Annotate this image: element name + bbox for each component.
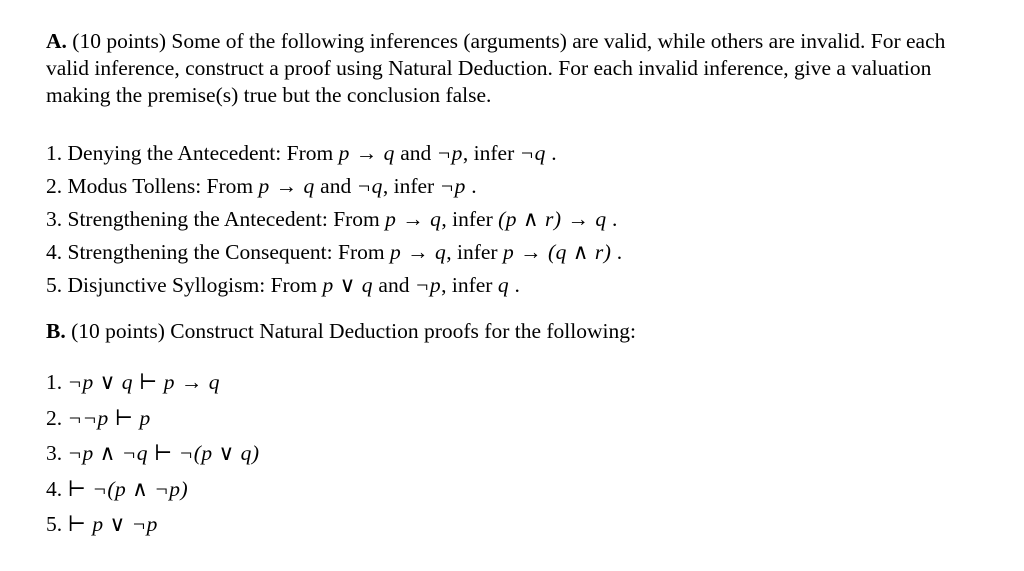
- item-text: , infer: [446, 240, 503, 264]
- list-item: [46, 137, 986, 170]
- sequent: ¬p ∧ ¬q ⊢ ¬(p ∨ q): [67, 441, 260, 465]
- part-a-list: [46, 137, 986, 302]
- item-text: and: [314, 174, 357, 198]
- item-text: .: [545, 141, 557, 165]
- list-item: [46, 203, 986, 236]
- item-number: 3.: [46, 207, 63, 231]
- item-text: Strengthening the Antecedent: From: [67, 207, 386, 231]
- part-a-label: A.: [46, 29, 67, 53]
- part-a-intro: [46, 28, 986, 109]
- item-number: 1.: [46, 370, 63, 394]
- item-text: .: [611, 240, 623, 264]
- item-text: Modus Tollens: From: [67, 174, 259, 198]
- list-item: [46, 269, 986, 302]
- item-text: and: [394, 141, 437, 165]
- item-text: .: [465, 174, 477, 198]
- item-number: 2.: [46, 174, 63, 198]
- item-number: 4.: [46, 240, 63, 264]
- formula: p → q: [258, 174, 315, 198]
- formula: p → (q ∧ r): [502, 240, 612, 264]
- item-number: 5.: [46, 512, 63, 536]
- item-number: 5.: [46, 273, 63, 297]
- formula: q: [497, 273, 510, 297]
- item-number: 1.: [46, 141, 63, 165]
- formula: p → q: [385, 207, 442, 231]
- list-item: [46, 401, 986, 437]
- part-b-intro: [46, 318, 986, 345]
- list-item: [46, 236, 986, 269]
- formula: p → q: [389, 240, 447, 264]
- formula: (p ∧ r) → q: [498, 207, 607, 231]
- item-text: Denying the Antecedent: From: [67, 141, 339, 165]
- item-text: Strengthening the Consequent: From: [67, 240, 390, 264]
- list-item: [46, 436, 986, 472]
- sequent: ⊢ ¬(p ∧ ¬p): [67, 476, 189, 501]
- document: [46, 28, 986, 543]
- item-text: .: [606, 207, 618, 231]
- list-item: [46, 170, 986, 203]
- item-number: 2.: [46, 405, 63, 430]
- part-b-instructions: (10 points) Construct Natural Deduction proofs for the following:: [65, 319, 636, 343]
- item-number: 4.: [46, 476, 63, 501]
- item-text: .: [509, 273, 520, 297]
- list-item: [46, 472, 986, 508]
- formula: p ∨ q: [322, 273, 374, 297]
- list-item: [46, 365, 986, 401]
- formula: ¬q: [356, 174, 383, 198]
- item-text: , infer: [441, 207, 499, 231]
- part-b-list: [46, 365, 986, 543]
- item-text: Disjunctive Syllogism: From: [67, 273, 323, 297]
- item-text: , infer: [441, 273, 498, 297]
- formula: ¬q: [519, 141, 546, 165]
- sequent: ¬p ∨ q ⊢ p → q: [67, 370, 220, 394]
- part-b-label: B.: [46, 319, 66, 343]
- sequent: ¬¬p ⊢ p: [67, 405, 151, 430]
- sequent: ⊢ p ∨ ¬p: [67, 512, 158, 536]
- formula: ¬p: [439, 174, 466, 198]
- item-text: and: [373, 273, 415, 297]
- part-a-instructions: (10 points) Some of the following inferences (arguments) are valid, while others are invalid. For each valid inference, construct a proof using Natural Deduction. For each invalid inference, give a valuation making the premise(s) true but the conclusion false.: [46, 29, 946, 107]
- item-text: , infer: [382, 174, 440, 198]
- formula: p → q: [338, 141, 395, 165]
- item-number: 3.: [46, 441, 63, 465]
- list-item: [46, 507, 986, 543]
- item-text: , infer: [462, 141, 520, 165]
- formula: ¬p: [436, 141, 463, 165]
- formula: ¬p: [414, 273, 442, 297]
